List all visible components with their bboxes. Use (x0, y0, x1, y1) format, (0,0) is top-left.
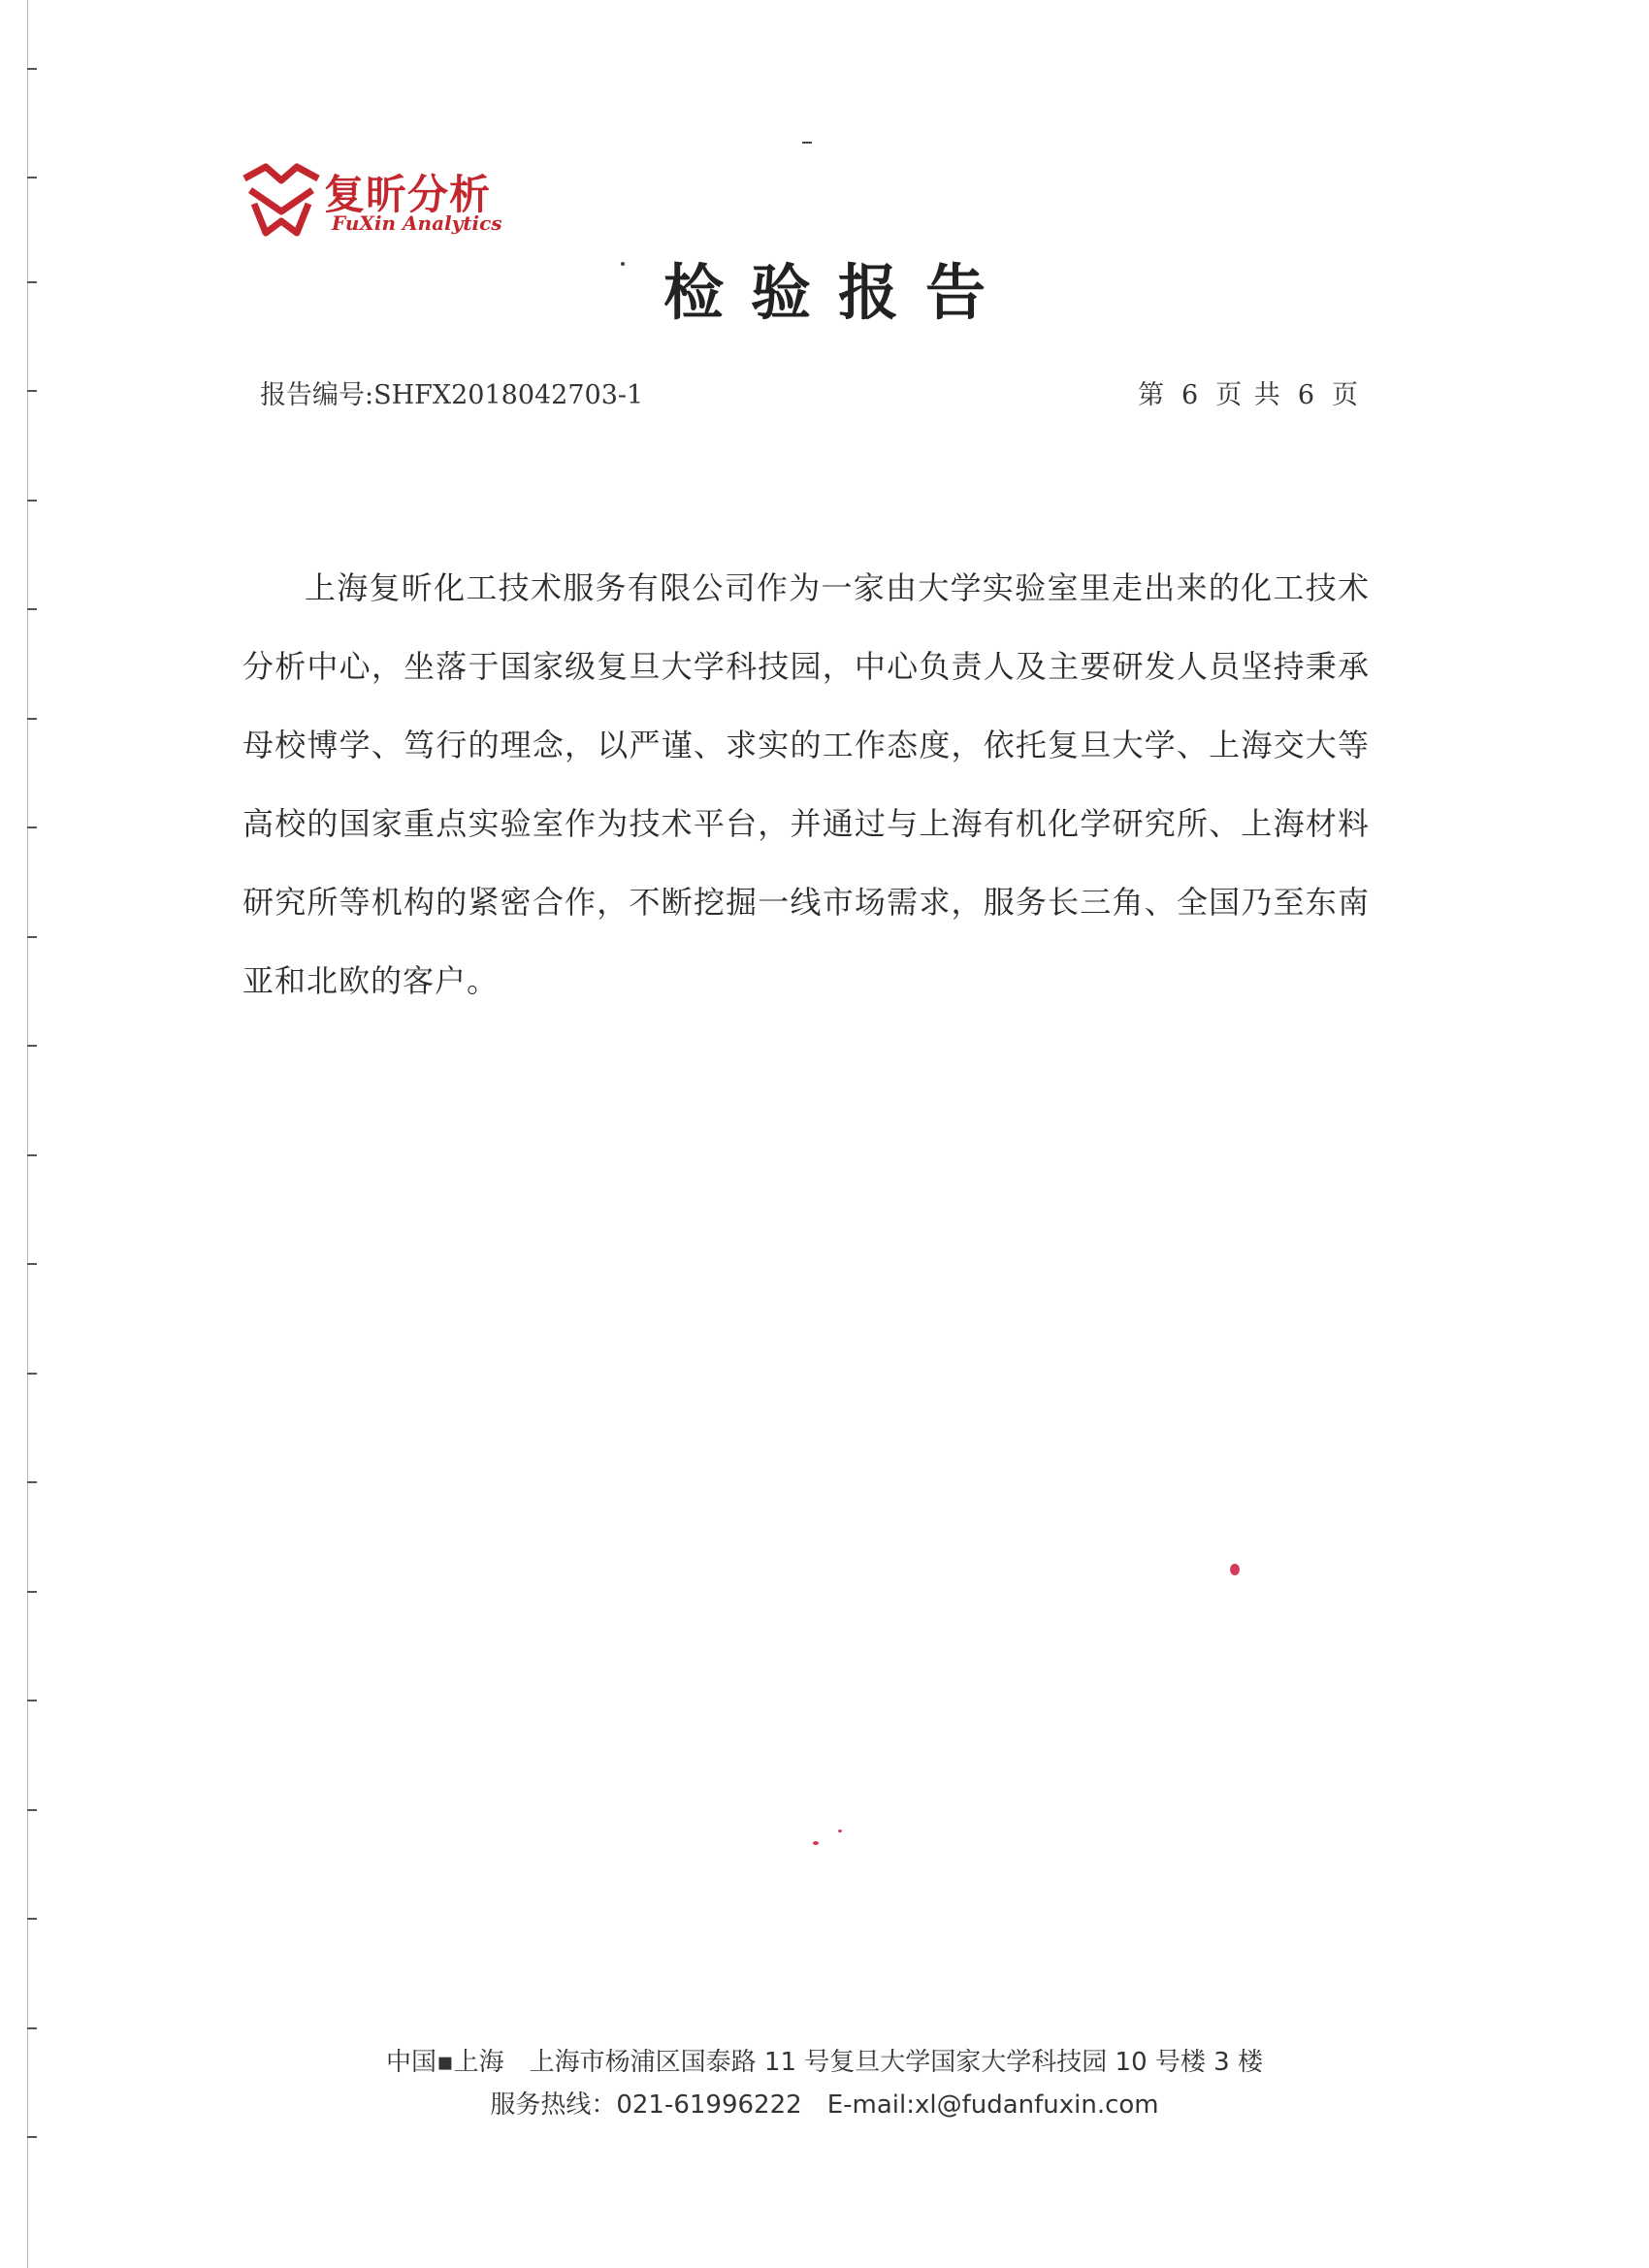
page-prefix: 第 (1138, 380, 1167, 410)
fuxin-emblem-icon (241, 157, 322, 241)
red-ink-spot (838, 1830, 842, 1832)
page-current: 6 (1181, 380, 1201, 410)
scan-mark (802, 142, 812, 144)
red-ink-spot (1230, 1564, 1240, 1575)
page-suffix: 页 (1332, 380, 1360, 410)
footer-contact: 服务热线：021-61996222 E-mail:xl@fudanfuxin.com (490, 2090, 1159, 2120)
report-number-label: 报告编号: (260, 380, 374, 410)
document-title: 检验报告 (663, 257, 1013, 328)
company-logo (241, 153, 522, 246)
page-mid: 页 共 (1215, 380, 1282, 410)
logo-name-en: FuXin Analytics (332, 211, 502, 235)
report-number-value: SHFX2018042703-1 (373, 380, 644, 410)
page-total: 6 (1297, 380, 1316, 410)
logo-name-cn: 复昕分析 (324, 171, 492, 218)
red-ink-spot (813, 1841, 819, 1845)
footer-address: 中国▪上海 上海市杨浦区国泰路 11 号复旦大学国家大学科技园 10 号楼 3 楼 (386, 2048, 1263, 2077)
company-introduction: 上海复昕化工技术服务有限公司作为一家由大学实验室里走出来的化工技术分析中心，坐落于国家级复旦大学科技园，中心负责人及主要研发人员坚持秉承母校博学、笃行的理念，以严谨、求实的工作态度，依托复旦大学、上海交大等高校的国家重点实验室作为技术平台，并通过与上海有机化学研究所、上海材料研究所等机构的紧密合作，不断挖掘一线市场需求，服务长三角、全国乃至东南亚和北欧的客户。 (242, 569, 1370, 999)
page-indicator (1130, 373, 1368, 411)
report-number (260, 373, 643, 411)
